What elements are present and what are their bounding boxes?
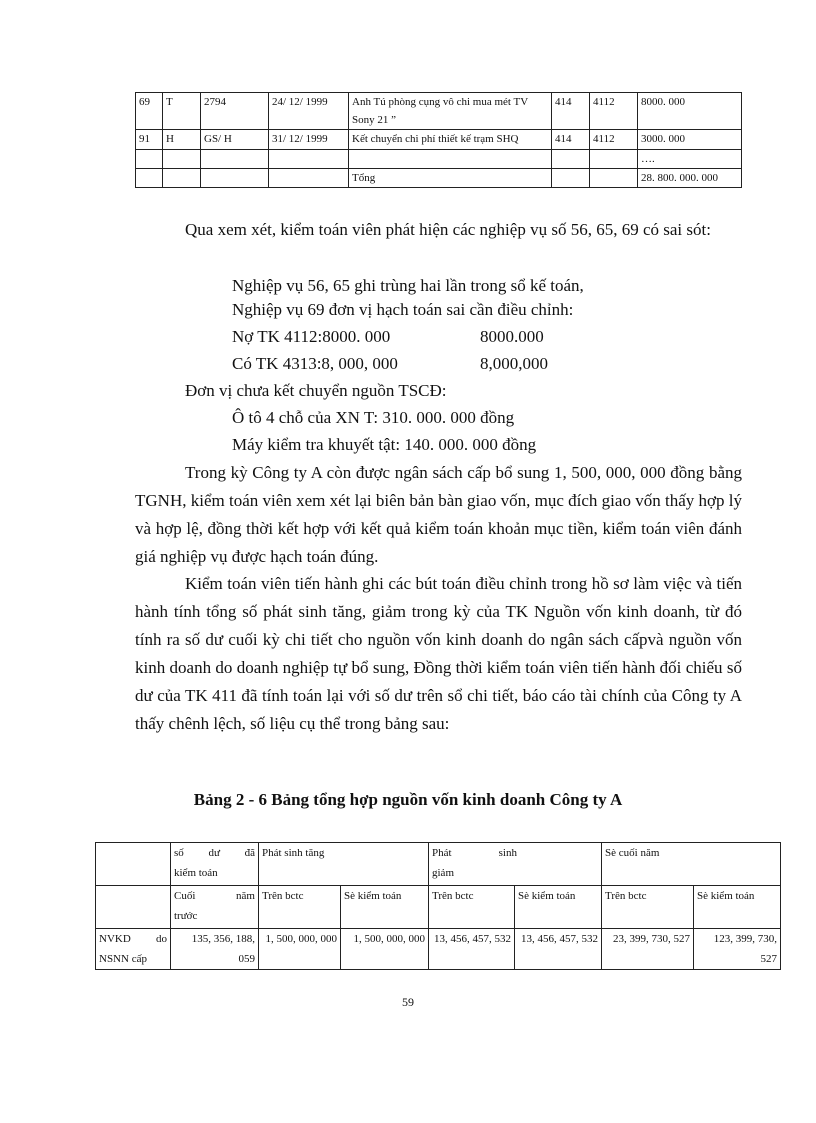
- ledger-table: [135, 92, 742, 188]
- ledger-cell: H: [163, 130, 201, 150]
- page-number: 59: [402, 995, 414, 1009]
- asset-line-machine: Máy kiểm tra khuyết tật: 140. 000. 000 đồng: [232, 435, 537, 454]
- summary-cell: [96, 886, 171, 929]
- ledger-cell: [269, 169, 349, 188]
- ledger-total-label: Tổng: [349, 169, 552, 188]
- paragraph-adjustments: Kiểm toán viên tiến hành ghi các bút toán điều chỉnh trong hồ sơ làm việc và tiến hành tính tổng số phát sinh tăng, giảm trong kỳ của TK Nguồn vốn kinh doanh, từ đó tính ra số dư cuối kỳ chi tiết cho nguồn vốn kinh doanh do ngân sách cấpvà nguồn vốn kinh doanh do doanh nghiệp tự bổ sung, Đồng thời kiểm toán viên tiến hành đối chiếu số dư của TK 411 đã tính toán lại với số dư trên sổ chi tiết, báo cáo tài chính của Công ty A thấy chênh lệch, số liệu cụ thể trong bảng sau:: [135, 574, 742, 733]
- ledger-cell: [590, 150, 638, 169]
- ledger-total-value: 28. 800. 000. 000: [638, 169, 742, 188]
- unposted-heading: Đơn vị chưa kết chuyển nguồn TSCĐ:: [185, 381, 447, 400]
- value-cell: 1, 500, 000, 000: [341, 929, 429, 970]
- header-bctc: Trên bctc: [602, 886, 694, 929]
- ledger-cell: Kết chuyển chi phí thiết kế trạm SHQ: [349, 130, 552, 150]
- ledger-cell: GS/ H: [201, 130, 269, 150]
- header-prior-year: Cuối năm trước: [171, 886, 259, 929]
- summary-data-row: [96, 929, 781, 970]
- value-cell: 135, 356, 188, 059: [171, 929, 259, 970]
- header-bctc: Trên bctc: [259, 886, 341, 929]
- ledger-cell: 2794: [201, 93, 269, 130]
- ledger-row: [136, 93, 742, 130]
- ledger-cell: [136, 150, 163, 169]
- header-audit: Sè kiểm toán: [515, 886, 602, 929]
- credit-entry: Có TK 4313:8, 000, 000: [232, 354, 398, 373]
- ledger-cell: 24/ 12/ 1999: [269, 93, 349, 130]
- header-audit: Sè kiểm toán: [341, 886, 429, 929]
- ledger-cell: [201, 150, 269, 169]
- debit-amount: 8000.000: [480, 327, 544, 346]
- summary-subheader-row: [96, 886, 781, 929]
- ledger-cell: [552, 150, 590, 169]
- row-label: NVKD do NSNN cấp: [96, 929, 171, 970]
- ledger-cell: T: [163, 93, 201, 130]
- ledger-cell: Anh Tú phòng cụng vô chi mua mét TV Sony 21 ”: [349, 93, 552, 130]
- finding-line-duplicate: Nghiệp vụ 56, 65 ghi trùng hai lần trong sổ kế toán,: [232, 276, 584, 295]
- paragraph-budget: Trong kỳ Công ty A còn được ngân sách cấp bổ sung 1, 500, 000, 000 đồng bằng TGNH, kiểm toán viên xem xét lại biên bản bàn giao vốn, mục đích giao vốn thấy hợp lý và hợp lệ, đồng thời kết hợp với kết quả kiểm toán khoản mục tiền, kiểm toán viên đánh giá nghiệp vụ được hạch toán đúng.: [135, 463, 742, 566]
- ledger-cell: [269, 150, 349, 169]
- ledger-cell: 3000. 000: [638, 130, 742, 150]
- ledger-cell: 69: [136, 93, 163, 130]
- header-bctc: Trên bctc: [429, 886, 515, 929]
- ledger-cell: 4112: [590, 130, 638, 150]
- ledger-row: [136, 150, 742, 169]
- ledger-cell: [349, 150, 552, 169]
- header-closing: Sè cuối năm: [602, 843, 781, 886]
- capital-summary-table: [95, 842, 781, 970]
- ledger-cell: [201, 169, 269, 188]
- header-increase: Phát sinh tăng: [259, 843, 429, 886]
- ledger-cell: 31/ 12/ 1999: [269, 130, 349, 150]
- summary-header-row: [96, 843, 781, 886]
- value-cell: 13, 456, 457, 532: [429, 929, 515, 970]
- value-cell: 23, 399, 730, 527: [602, 929, 694, 970]
- ledger-cell: 4112: [590, 93, 638, 130]
- table-caption: Bảng 2 - 6 Bảng tổng hợp nguồn vốn kinh doanh Công ty A: [193, 790, 623, 809]
- ledger-cell: 91: [136, 130, 163, 150]
- debit-entry: Nợ TK 4112:8000. 000: [232, 327, 391, 346]
- ledger-cell: [163, 150, 201, 169]
- header-audited-balance: số dư đã kiểm toán: [171, 843, 259, 886]
- summary-cell: [96, 843, 171, 886]
- header-decrease: Phát sinh giảm: [429, 843, 602, 886]
- ledger-cell: 8000. 000: [638, 93, 742, 130]
- ledger-cell: 414: [552, 130, 590, 150]
- ledger-cell: [590, 169, 638, 188]
- paragraph-findings: Qua xem xét, kiểm toán viên phát hiện các nghiệp vụ số 56, 65, 69 có sai sót:: [185, 220, 711, 239]
- value-cell: 1, 500, 000, 000: [259, 929, 341, 970]
- ledger-cell: [136, 169, 163, 188]
- finding-line-adjust: Nghiệp vụ 69 đơn vị hạch toán sai cần điều chỉnh:: [232, 300, 574, 319]
- value-cell: 13, 456, 457, 532: [515, 929, 602, 970]
- ledger-cell: [552, 169, 590, 188]
- ledger-cell: [163, 169, 201, 188]
- header-audit: Sè kiểm toán: [694, 886, 781, 929]
- value-cell: 123, 399, 730, 527: [694, 929, 781, 970]
- ledger-total-row: [136, 169, 742, 188]
- ledger-cell: ….: [638, 150, 742, 169]
- ledger-row: [136, 130, 742, 150]
- ledger-cell: 414: [552, 93, 590, 130]
- asset-line-car: Ô tô 4 chỗ của XN T: 310. 000. 000 đồng: [232, 408, 515, 427]
- credit-amount: 8,000,000: [480, 354, 548, 373]
